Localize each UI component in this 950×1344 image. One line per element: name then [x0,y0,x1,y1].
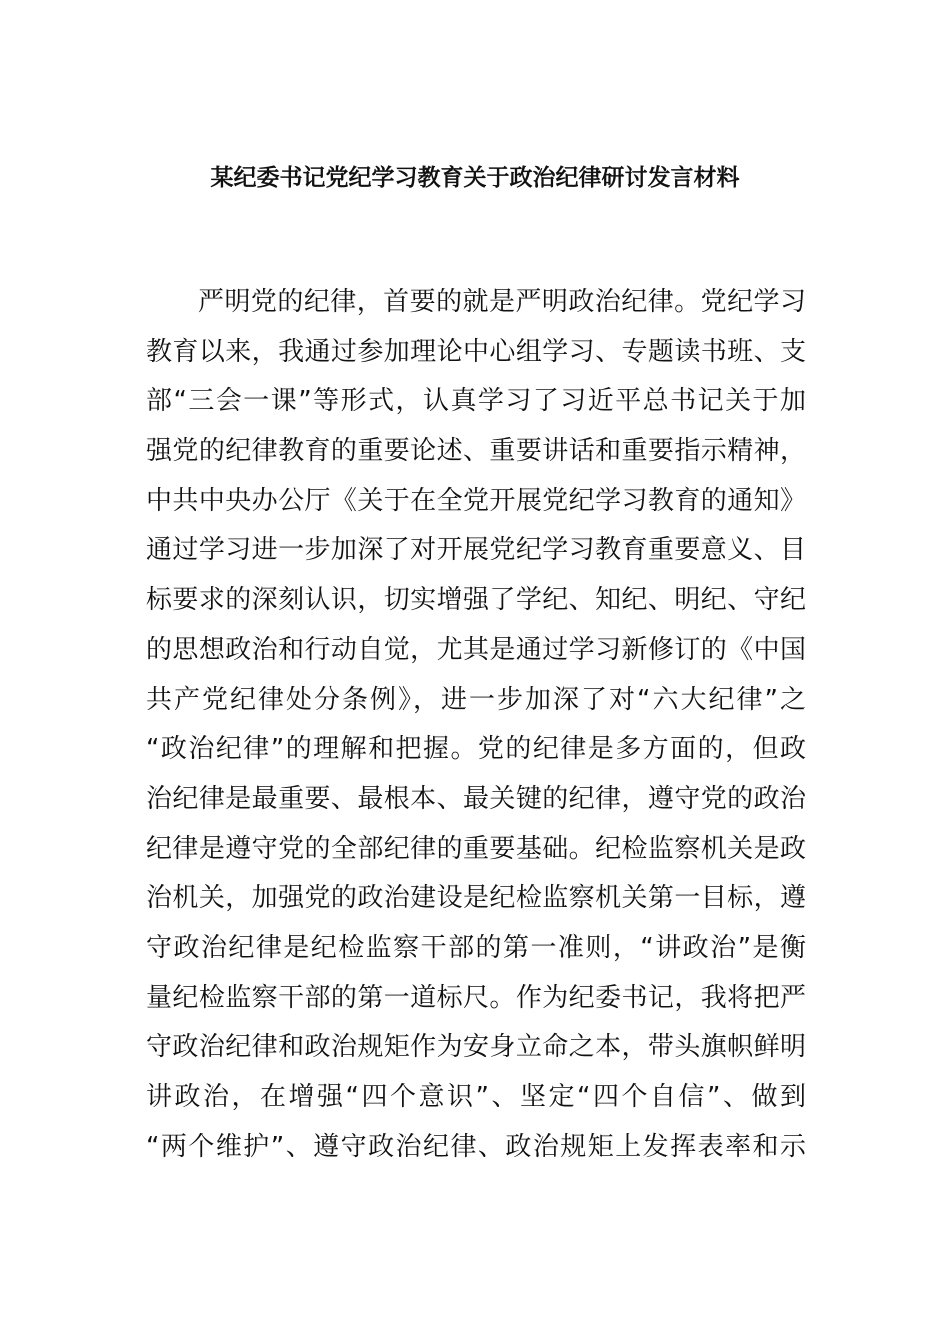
paragraph-line: 纪律是遵守党的全部纪律的重要基础。纪检监察机关是政 [146,833,806,864]
paragraph-line: 治机关，加强党的政治建设是纪检监察机关第一目标，遵 [146,883,806,914]
paragraph-line: 的思想政治和行动自觉，尤其是通过学习新修订的《中国 [146,634,806,665]
paragraph-line: 部“三会一课”等形式，认真学习了习近平总书记关于加 [146,386,806,417]
paragraph-line: 中共中央办公厅《关于在全党开展党纪学习教育的通知》 [146,485,806,516]
paragraph-line: 强党的纪律教育的重要论述、重要讲话和重要指示精神， [146,436,806,467]
paragraph-line: 治纪律是最重要、最根本、最关键的纪律，遵守党的政治 [146,783,806,814]
paragraph-line: 量纪检监察干部的第一道标尺。作为纪委书记，我将把严 [146,982,806,1013]
paragraph-line: 严明党的纪律，首要的就是严明政治纪律。党纪学习 [198,287,806,317]
paragraph-line: “政治纪律”的理解和把握。党的纪律是多方面的，但政 [146,734,806,765]
paragraph-line: 教育以来，我通过参加理论中心组学习、专题读书班、支 [146,336,806,367]
paragraph-line: 标要求的深刻认识，切实增强了学纪、知纪、明纪、守纪 [146,585,806,616]
paragraph-line: 通过学习进一步加深了对开展党纪学习教育重要意义、目 [146,535,806,566]
paragraph-line: 守政治纪律和政治规矩作为安身立命之本，带头旗帜鲜明 [146,1032,806,1063]
paragraph-line: “两个维护”、遵守政治纪律、政治规矩上发挥表率和示 [146,1131,806,1162]
document-title: 某纪委书记党纪学习教育关于政治纪律研讨发言材料 [210,165,740,191]
paragraph-line: 共产党纪律处分条例》，进一步加深了对“六大纪律”之 [146,684,806,715]
document-body [146,278,806,1172]
paragraph-line: 讲政治，在增强“四个意识”、坚定“四个自信”、做到 [146,1082,806,1112]
paragraph-line: 守政治纪律是纪检监察干部的第一准则，“讲政治”是衡 [146,932,806,963]
